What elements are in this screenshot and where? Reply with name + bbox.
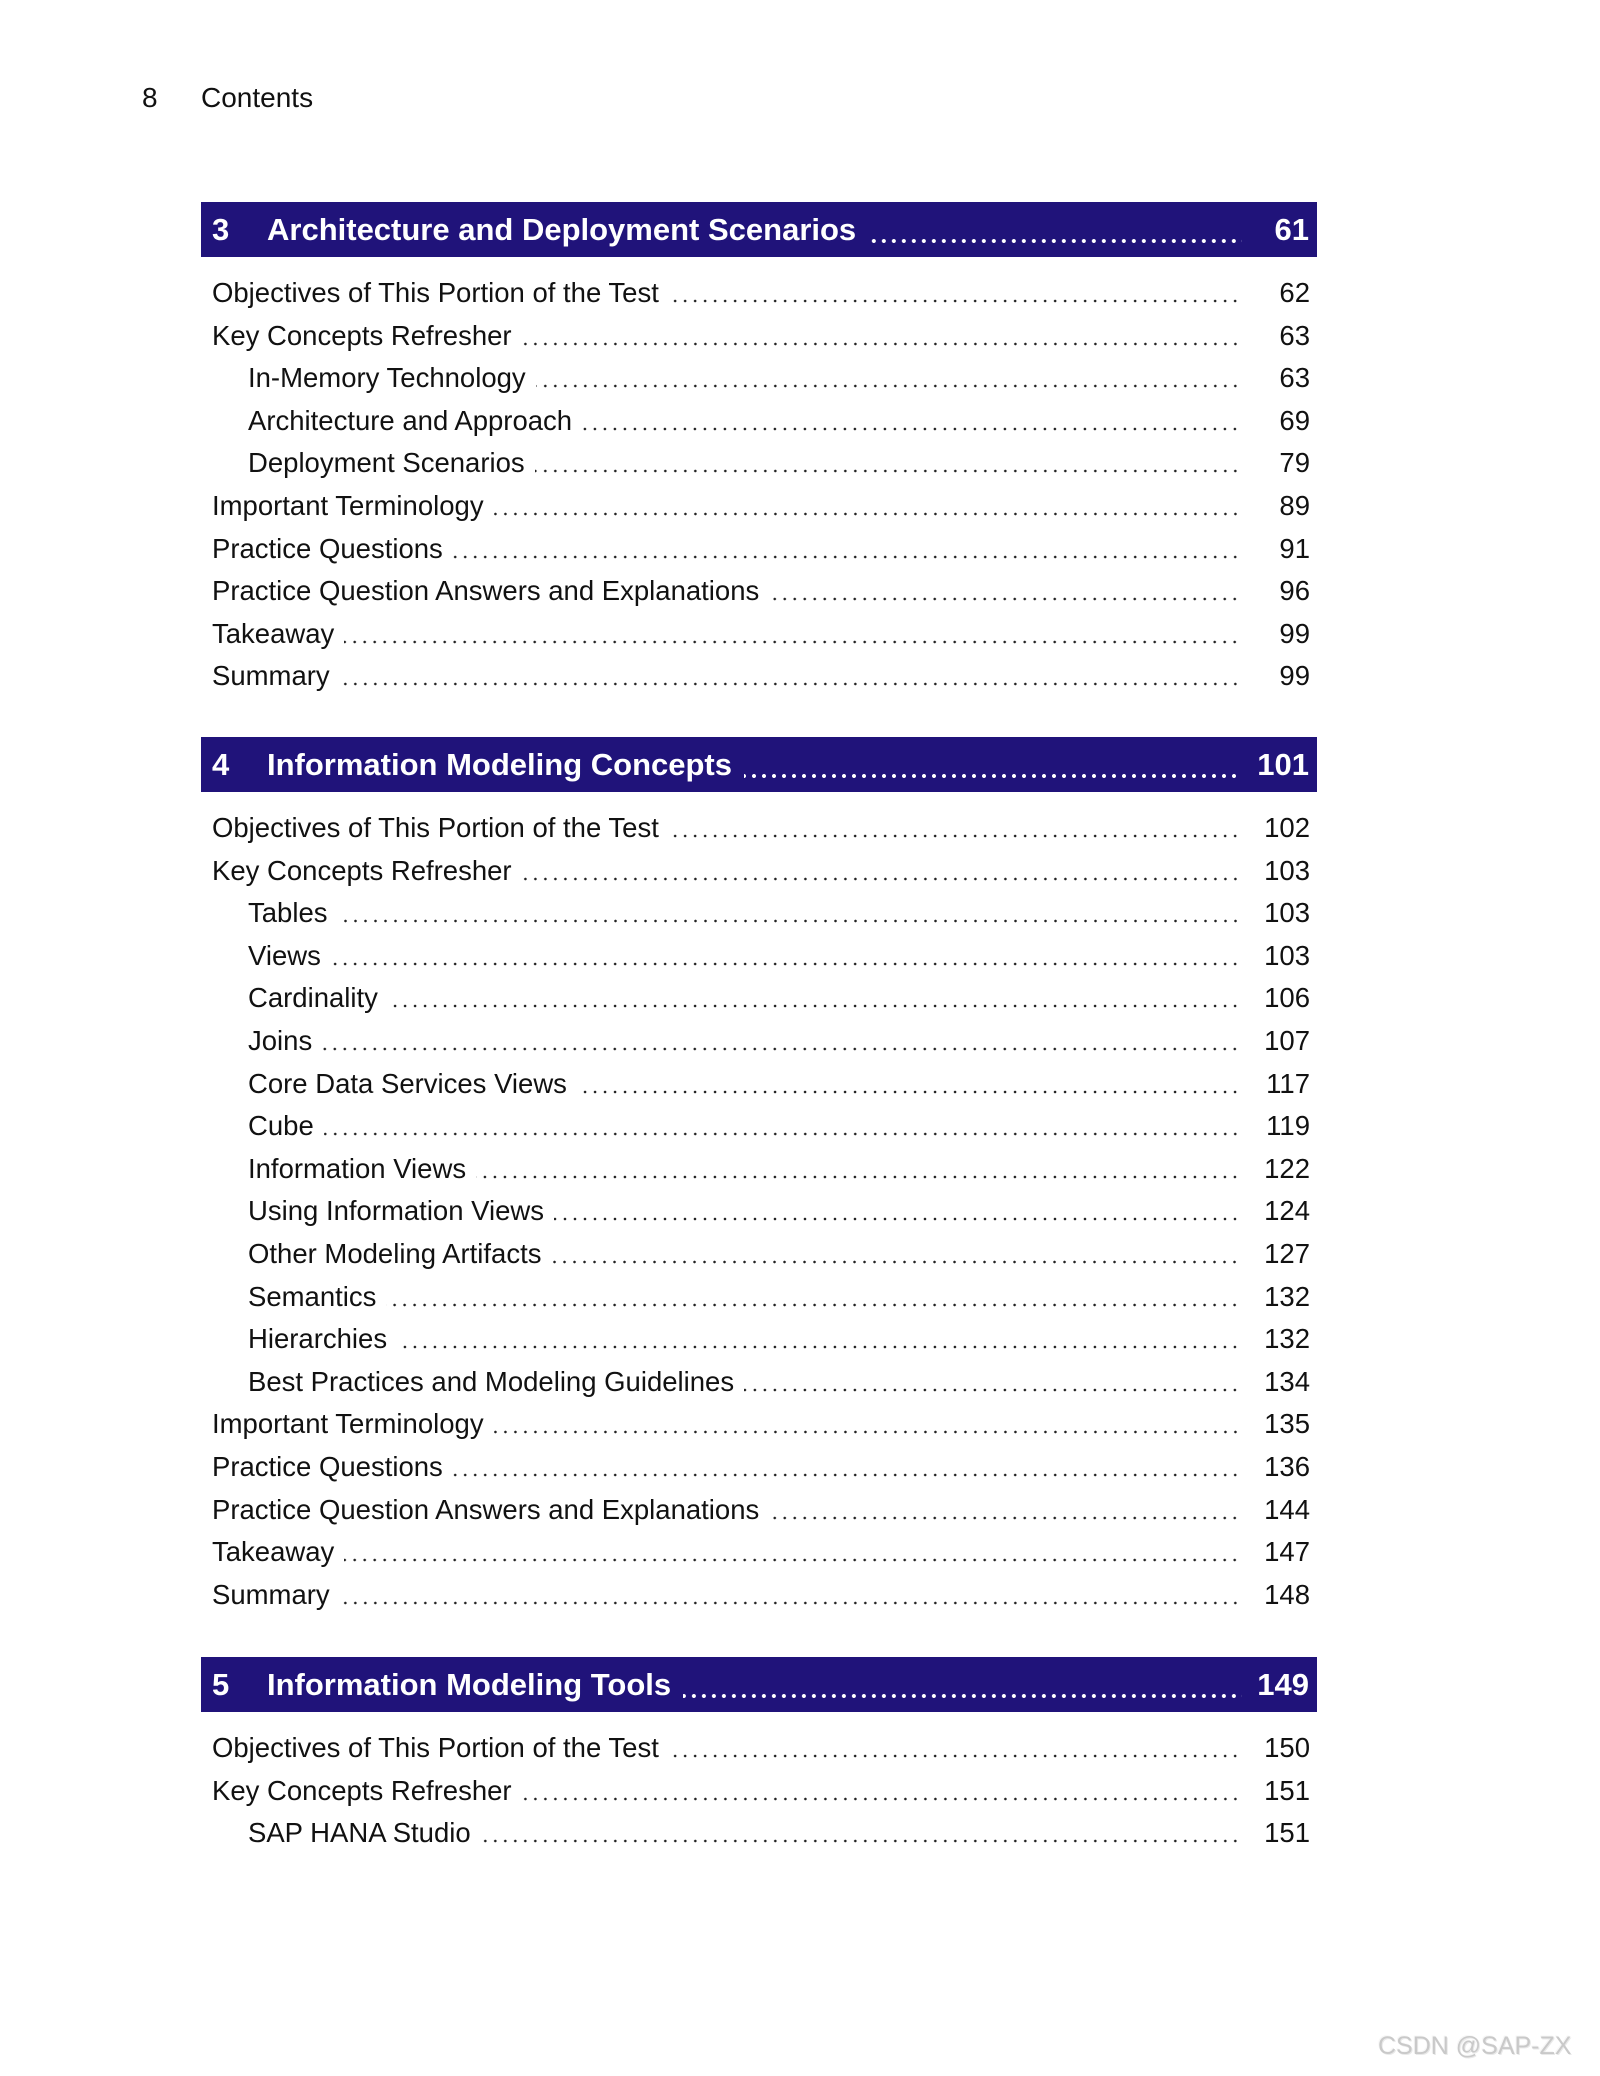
dot-leader — [344, 1531, 1242, 1574]
dot-leader — [769, 1489, 1242, 1532]
toc-entry[interactable] — [201, 485, 1317, 528]
toc-entry[interactable] — [201, 272, 1317, 315]
entry-page-number: 132 — [1264, 1280, 1310, 1312]
toc-subentry[interactable] — [201, 1020, 1317, 1063]
entry-label: Cardinality — [248, 982, 378, 1014]
entry-label: Practice Questions — [212, 1450, 443, 1482]
dot-leader — [476, 1148, 1242, 1191]
dot-leader — [322, 1020, 1242, 1063]
dot-leader — [868, 202, 1242, 257]
entry-label: Deployment Scenarios — [248, 447, 525, 479]
dot-leader — [744, 1361, 1242, 1404]
entry-label: Important Terminology — [212, 489, 484, 521]
entry-label: Summary — [212, 660, 330, 692]
entry-label: Hierarchies — [248, 1323, 388, 1355]
entry-label: Takeaway — [212, 1536, 335, 1568]
entry-label: Practice Question Answers and Explanations — [212, 575, 760, 607]
entry-label: Practice Question Answers and Explanations — [212, 1493, 760, 1525]
dot-leader — [554, 1190, 1242, 1233]
dot-leader — [535, 442, 1242, 485]
entry-page-number: 134 — [1264, 1365, 1310, 1397]
chapter-title-wrap — [267, 1657, 1242, 1712]
toc-subentry[interactable] — [201, 892, 1317, 935]
toc-subentry[interactable] — [201, 1361, 1317, 1404]
entry-label: Best Practices and Modeling Guidelines — [248, 1365, 735, 1397]
chapter-page-number: 149 — [1257, 1667, 1309, 1702]
dot-leader — [340, 1574, 1242, 1617]
chapter-title: Information Modeling Tools — [267, 1667, 672, 1702]
dot-leader — [551, 1233, 1242, 1276]
entry-page-number: 119 — [1266, 1110, 1310, 1142]
chapter-title-wrap — [267, 737, 1242, 792]
entry-page-number: 69 — [1279, 404, 1310, 436]
entry-label: Architecture and Approach — [248, 404, 573, 436]
entry-page-number: 91 — [1279, 532, 1310, 564]
entry-label: In-Memory Technology — [248, 362, 526, 394]
running-head-title: Contents — [201, 82, 314, 113]
toc-subentry[interactable] — [201, 442, 1317, 485]
toc-entry[interactable] — [201, 1531, 1317, 1574]
chapter-number: 5 — [212, 1667, 230, 1702]
toc-subentry[interactable] — [201, 1812, 1317, 1855]
entry-page-number: 103 — [1264, 939, 1310, 971]
entry-page-number: 144 — [1264, 1493, 1310, 1525]
entry-label: Joins — [248, 1024, 313, 1056]
dot-leader — [669, 807, 1242, 850]
entry-label: Views — [248, 939, 321, 971]
toc-entry[interactable] — [201, 1403, 1317, 1446]
dot-leader — [582, 400, 1242, 443]
dot-leader — [683, 1657, 1242, 1712]
entry-page-number: 147 — [1264, 1536, 1310, 1568]
toc-subentry[interactable] — [201, 1190, 1317, 1233]
chapter-entries — [201, 257, 1317, 698]
entry-page-number: 63 — [1279, 362, 1310, 394]
dot-leader — [453, 1446, 1242, 1489]
entry-page-number: 151 — [1264, 1817, 1310, 1849]
dot-leader — [397, 1318, 1242, 1361]
entry-page-number: 99 — [1279, 617, 1310, 649]
dot-leader — [522, 850, 1242, 893]
toc-subentry[interactable] — [201, 357, 1317, 400]
chapter-heading[interactable] — [201, 202, 1317, 257]
toc-subentry[interactable] — [201, 1148, 1317, 1191]
toc-entry[interactable] — [201, 1574, 1317, 1617]
entry-page-number: 89 — [1279, 489, 1310, 521]
toc-entry[interactable] — [201, 807, 1317, 850]
entry-page-number: 106 — [1264, 982, 1310, 1014]
entry-label: Practice Questions — [212, 532, 443, 564]
entry-page-number: 103 — [1264, 854, 1310, 886]
toc-subentry[interactable] — [201, 935, 1317, 978]
toc-entry[interactable] — [201, 528, 1317, 571]
toc-subentry[interactable] — [201, 1063, 1317, 1106]
entry-label: Takeaway — [212, 617, 335, 649]
toc-entry[interactable] — [201, 1489, 1317, 1532]
running-head — [0, 80, 600, 116]
chapter-heading[interactable] — [201, 1657, 1317, 1712]
entry-label: Core Data Services Views — [248, 1067, 567, 1099]
entry-page-number: 107 — [1264, 1024, 1310, 1056]
dot-leader — [536, 357, 1242, 400]
entry-label: Key Concepts Refresher — [212, 854, 512, 886]
entry-page-number: 148 — [1264, 1578, 1310, 1610]
entry-label: Cube — [248, 1110, 314, 1142]
dot-leader — [481, 1812, 1242, 1855]
toc-entry[interactable] — [201, 1770, 1317, 1813]
dot-leader — [577, 1063, 1242, 1106]
dot-leader — [769, 570, 1242, 613]
chapter-entries — [201, 792, 1317, 1616]
entry-page-number: 127 — [1264, 1237, 1310, 1269]
dot-leader — [494, 1403, 1242, 1446]
chapter-section — [201, 737, 1317, 1616]
dot-leader — [669, 272, 1242, 315]
entry-page-number: 150 — [1264, 1732, 1310, 1763]
dot-leader — [522, 315, 1242, 358]
entry-page-number: 96 — [1279, 575, 1310, 607]
entry-label: Using Information Views — [248, 1195, 545, 1227]
dot-leader — [324, 1105, 1242, 1148]
chapter-section — [201, 1657, 1317, 1855]
dot-leader — [338, 892, 1243, 935]
chapter-number: 4 — [212, 747, 230, 782]
entry-page-number: 117 — [1266, 1067, 1310, 1099]
dot-leader — [388, 977, 1242, 1020]
chapter-heading[interactable] — [201, 737, 1317, 792]
entry-label: Objectives of This Portion of the Test — [212, 812, 659, 843]
entry-label: Semantics — [248, 1280, 377, 1312]
toc-entry[interactable] — [201, 1446, 1317, 1489]
entry-page-number: 122 — [1264, 1152, 1310, 1184]
toc-entry[interactable] — [201, 613, 1317, 656]
toc-entry[interactable] — [201, 655, 1317, 698]
dot-leader — [669, 1727, 1242, 1770]
toc-subentry[interactable] — [201, 977, 1317, 1020]
entry-label: Key Concepts Refresher — [212, 319, 512, 351]
entry-page-number: 62 — [1279, 277, 1310, 308]
dot-leader — [744, 737, 1242, 792]
chapter-number: 3 — [212, 212, 230, 247]
entry-label: Information Views — [248, 1152, 467, 1184]
entry-label: Objectives of This Portion of the Test — [212, 1732, 659, 1763]
entry-page-number: 132 — [1264, 1323, 1310, 1355]
entry-page-number: 103 — [1264, 897, 1310, 929]
chapter-title: Information Modeling Concepts — [267, 747, 732, 782]
chapter-entries — [201, 1712, 1317, 1855]
entry-label: Other Modeling Artifacts — [248, 1237, 542, 1269]
dot-leader — [331, 935, 1242, 978]
entry-label: Objectives of This Portion of the Test — [212, 277, 659, 308]
chapter-title: Architecture and Deployment Scenarios — [267, 212, 857, 247]
entry-page-number: 135 — [1264, 1408, 1310, 1440]
dot-leader — [340, 655, 1242, 698]
page-number: 8 — [142, 82, 158, 113]
chapter-section — [201, 202, 1317, 698]
chapter-page-number: 101 — [1257, 747, 1309, 782]
toc-subentry[interactable] — [201, 1105, 1317, 1148]
entry-label: Important Terminology — [212, 1408, 484, 1440]
toc-subentry[interactable] — [201, 1276, 1317, 1319]
toc-subentry[interactable] — [201, 400, 1317, 443]
toc-entry[interactable] — [201, 1727, 1317, 1770]
entry-page-number: 102 — [1264, 812, 1310, 843]
chapter-page-number: 61 — [1274, 212, 1309, 247]
toc-subentry[interactable] — [201, 1233, 1317, 1276]
entry-page-number: 99 — [1279, 660, 1310, 692]
entry-label: Key Concepts Refresher — [212, 1774, 512, 1806]
dot-leader — [494, 485, 1242, 528]
entry-page-number: 124 — [1264, 1195, 1310, 1227]
dot-leader — [453, 528, 1242, 571]
entry-label: SAP HANA Studio — [248, 1817, 471, 1849]
entry-label: Tables — [248, 897, 328, 929]
toc-entry[interactable] — [201, 570, 1317, 613]
toc-subentry[interactable] — [201, 1318, 1317, 1361]
entry-page-number: 151 — [1264, 1774, 1310, 1806]
entry-page-number: 79 — [1279, 447, 1310, 479]
chapter-title-wrap — [267, 202, 1242, 257]
toc-entry[interactable] — [201, 850, 1317, 893]
watermark: CSDN @SAP-ZX — [1378, 2032, 1572, 2060]
dot-leader — [344, 613, 1242, 656]
entry-page-number: 136 — [1264, 1450, 1310, 1482]
entry-label: Summary — [212, 1578, 330, 1610]
toc-entry[interactable] — [201, 315, 1317, 358]
entry-page-number: 63 — [1279, 319, 1310, 351]
dot-leader — [522, 1770, 1242, 1813]
dot-leader — [386, 1276, 1242, 1319]
